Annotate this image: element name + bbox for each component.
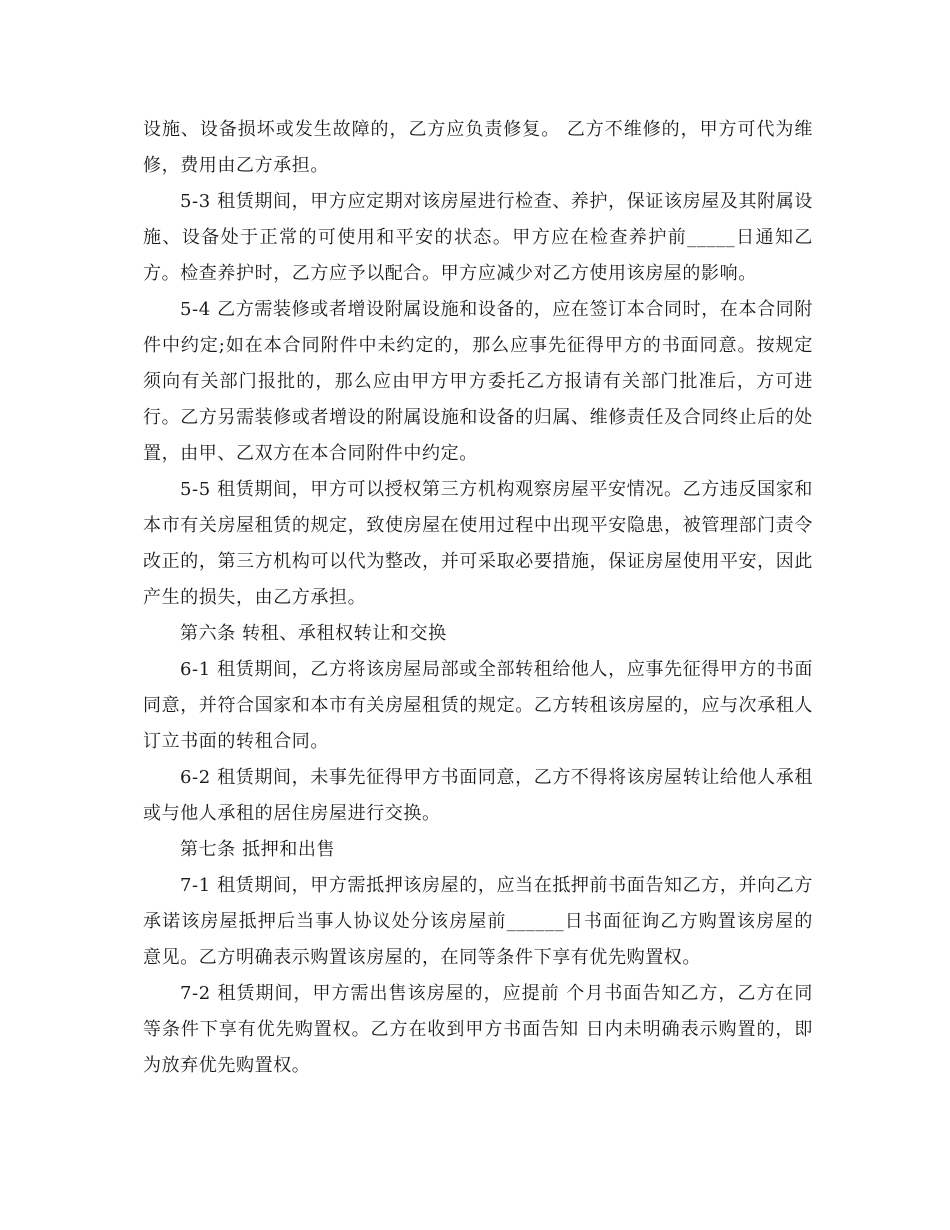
document-body	[143, 112, 813, 1084]
paragraph-6-2: 6-2 租赁期间，未事先征得甲方书面同意，乙方不得将该房屋转让给他人承租或与他人承租的居住房屋进行交换。	[143, 767, 813, 824]
paragraph-continuation: 设施、设备损坏或发生故障的，乙方应负责修复。 乙方不维修的，甲方可代为维修，费用由乙方承担。	[143, 119, 813, 176]
section-heading-article-6: 第六条 转租、承租权转让和交换	[180, 623, 447, 644]
section-heading-article-7: 第七条 抵押和出售	[180, 839, 336, 860]
paragraph-6-1: 6-1 租赁期间，乙方将该房屋局部或全部转租给他人，应事先征得甲方的书面同意，并符合国家和本市有关房屋租赁的规定。乙方转租该房屋的，应与次承租人订立书面的转租合同。	[143, 659, 813, 752]
paragraph-7-2: 7-2 租赁期间，甲方需出售该房屋的，应提前 个月书面告知乙方，乙方在同等条件下享有优先购置权。乙方在收到甲方书面告知 日内未明确表示购置的，即为放弃优先购置权。	[143, 983, 813, 1076]
paragraph-5-4: 5-4 乙方需装修或者增设附属设施和设备的，应在签订本合同时，在本合同附件中约定;如在本合同附件中未约定的，那么应事先征得甲方的书面同意。按规定须向有关部门报批的，那么应由甲方甲方委托乙方报请有关部门批准后，方可进行。乙方另需装修或者增设的附属设施和设备的归属、维修责任及合同终止后的处置，由甲、乙双方在本合同附件中约定。	[143, 299, 813, 464]
paragraph-7-1: 7-1 租赁期间，甲方需抵押该房屋的，应当在抵押前书面告知乙方，并向乙方承诺该房屋抵押后当事人协议处分该房屋前______日书面征询乙方购置该房屋的意见。乙方明确表示购置该房屋的，在同等条件下享有优先购置权。	[143, 875, 813, 968]
paragraph-5-3: 5-3 租赁期间，甲方应定期对该房屋进行检查、养护，保证该房屋及其附属设施、设备处于正常的可使用和平安的状态。甲方应在检查养护前_____日通知乙方。检查养护时，乙方应予以配合。甲方应减少对乙方使用该房屋的影响。	[143, 191, 813, 284]
paragraph-5-5: 5-5 租赁期间，甲方可以授权第三方机构观察房屋平安情况。乙方违反国家和本市有关房屋租赁的规定，致使房屋在使用过程中出现平安隐患，被管理部门责令改正的，第三方机构可以代为整改，并可采取必要措施，保证房屋使用平安，因此产生的损失，由乙方承担。	[143, 479, 813, 608]
